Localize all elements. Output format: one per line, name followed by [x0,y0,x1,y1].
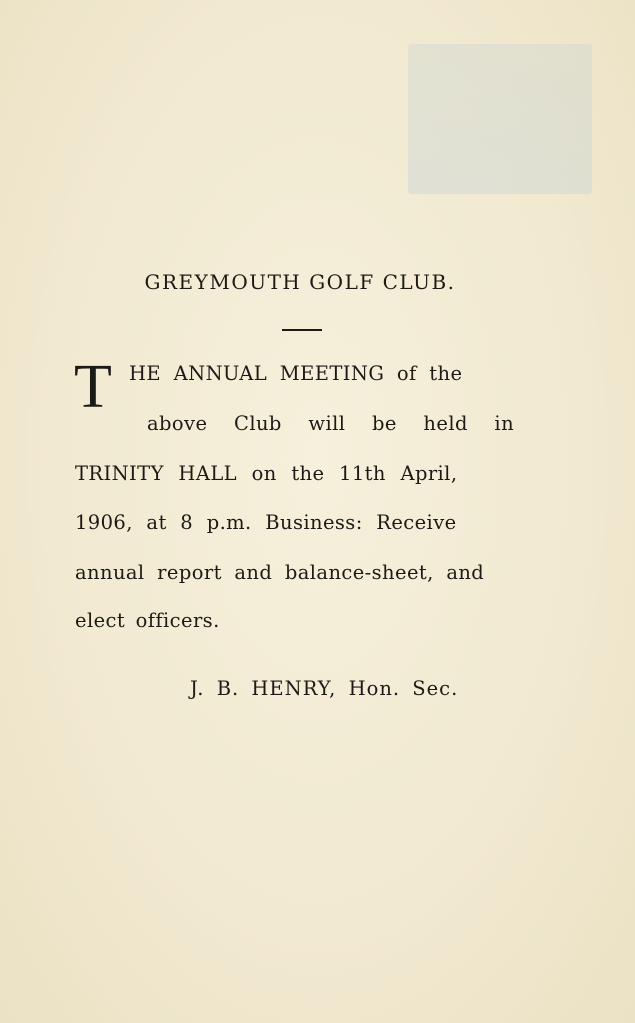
body-line-3: TRINITY HALL on the 11th April, [75,462,458,485]
club-title: GREYMOUTH GOLF CLUB. [144,270,456,294]
body-line-5: annual report and balance-sheet, and [75,561,485,584]
body-line-4: 1906, at 8 p.m. Business: Receive [75,511,457,534]
stamp-ghost-mark [408,44,592,194]
body-line-6: elect officers. [75,609,220,632]
drop-cap: T [74,353,112,421]
body-line-1: HE ANNUAL MEETING of the [129,362,463,385]
secretary-signature: J. B. HENRY, Hon. Sec. [190,677,459,700]
body-line-2: above Club will be held in [147,412,515,435]
title-divider [282,329,322,331]
